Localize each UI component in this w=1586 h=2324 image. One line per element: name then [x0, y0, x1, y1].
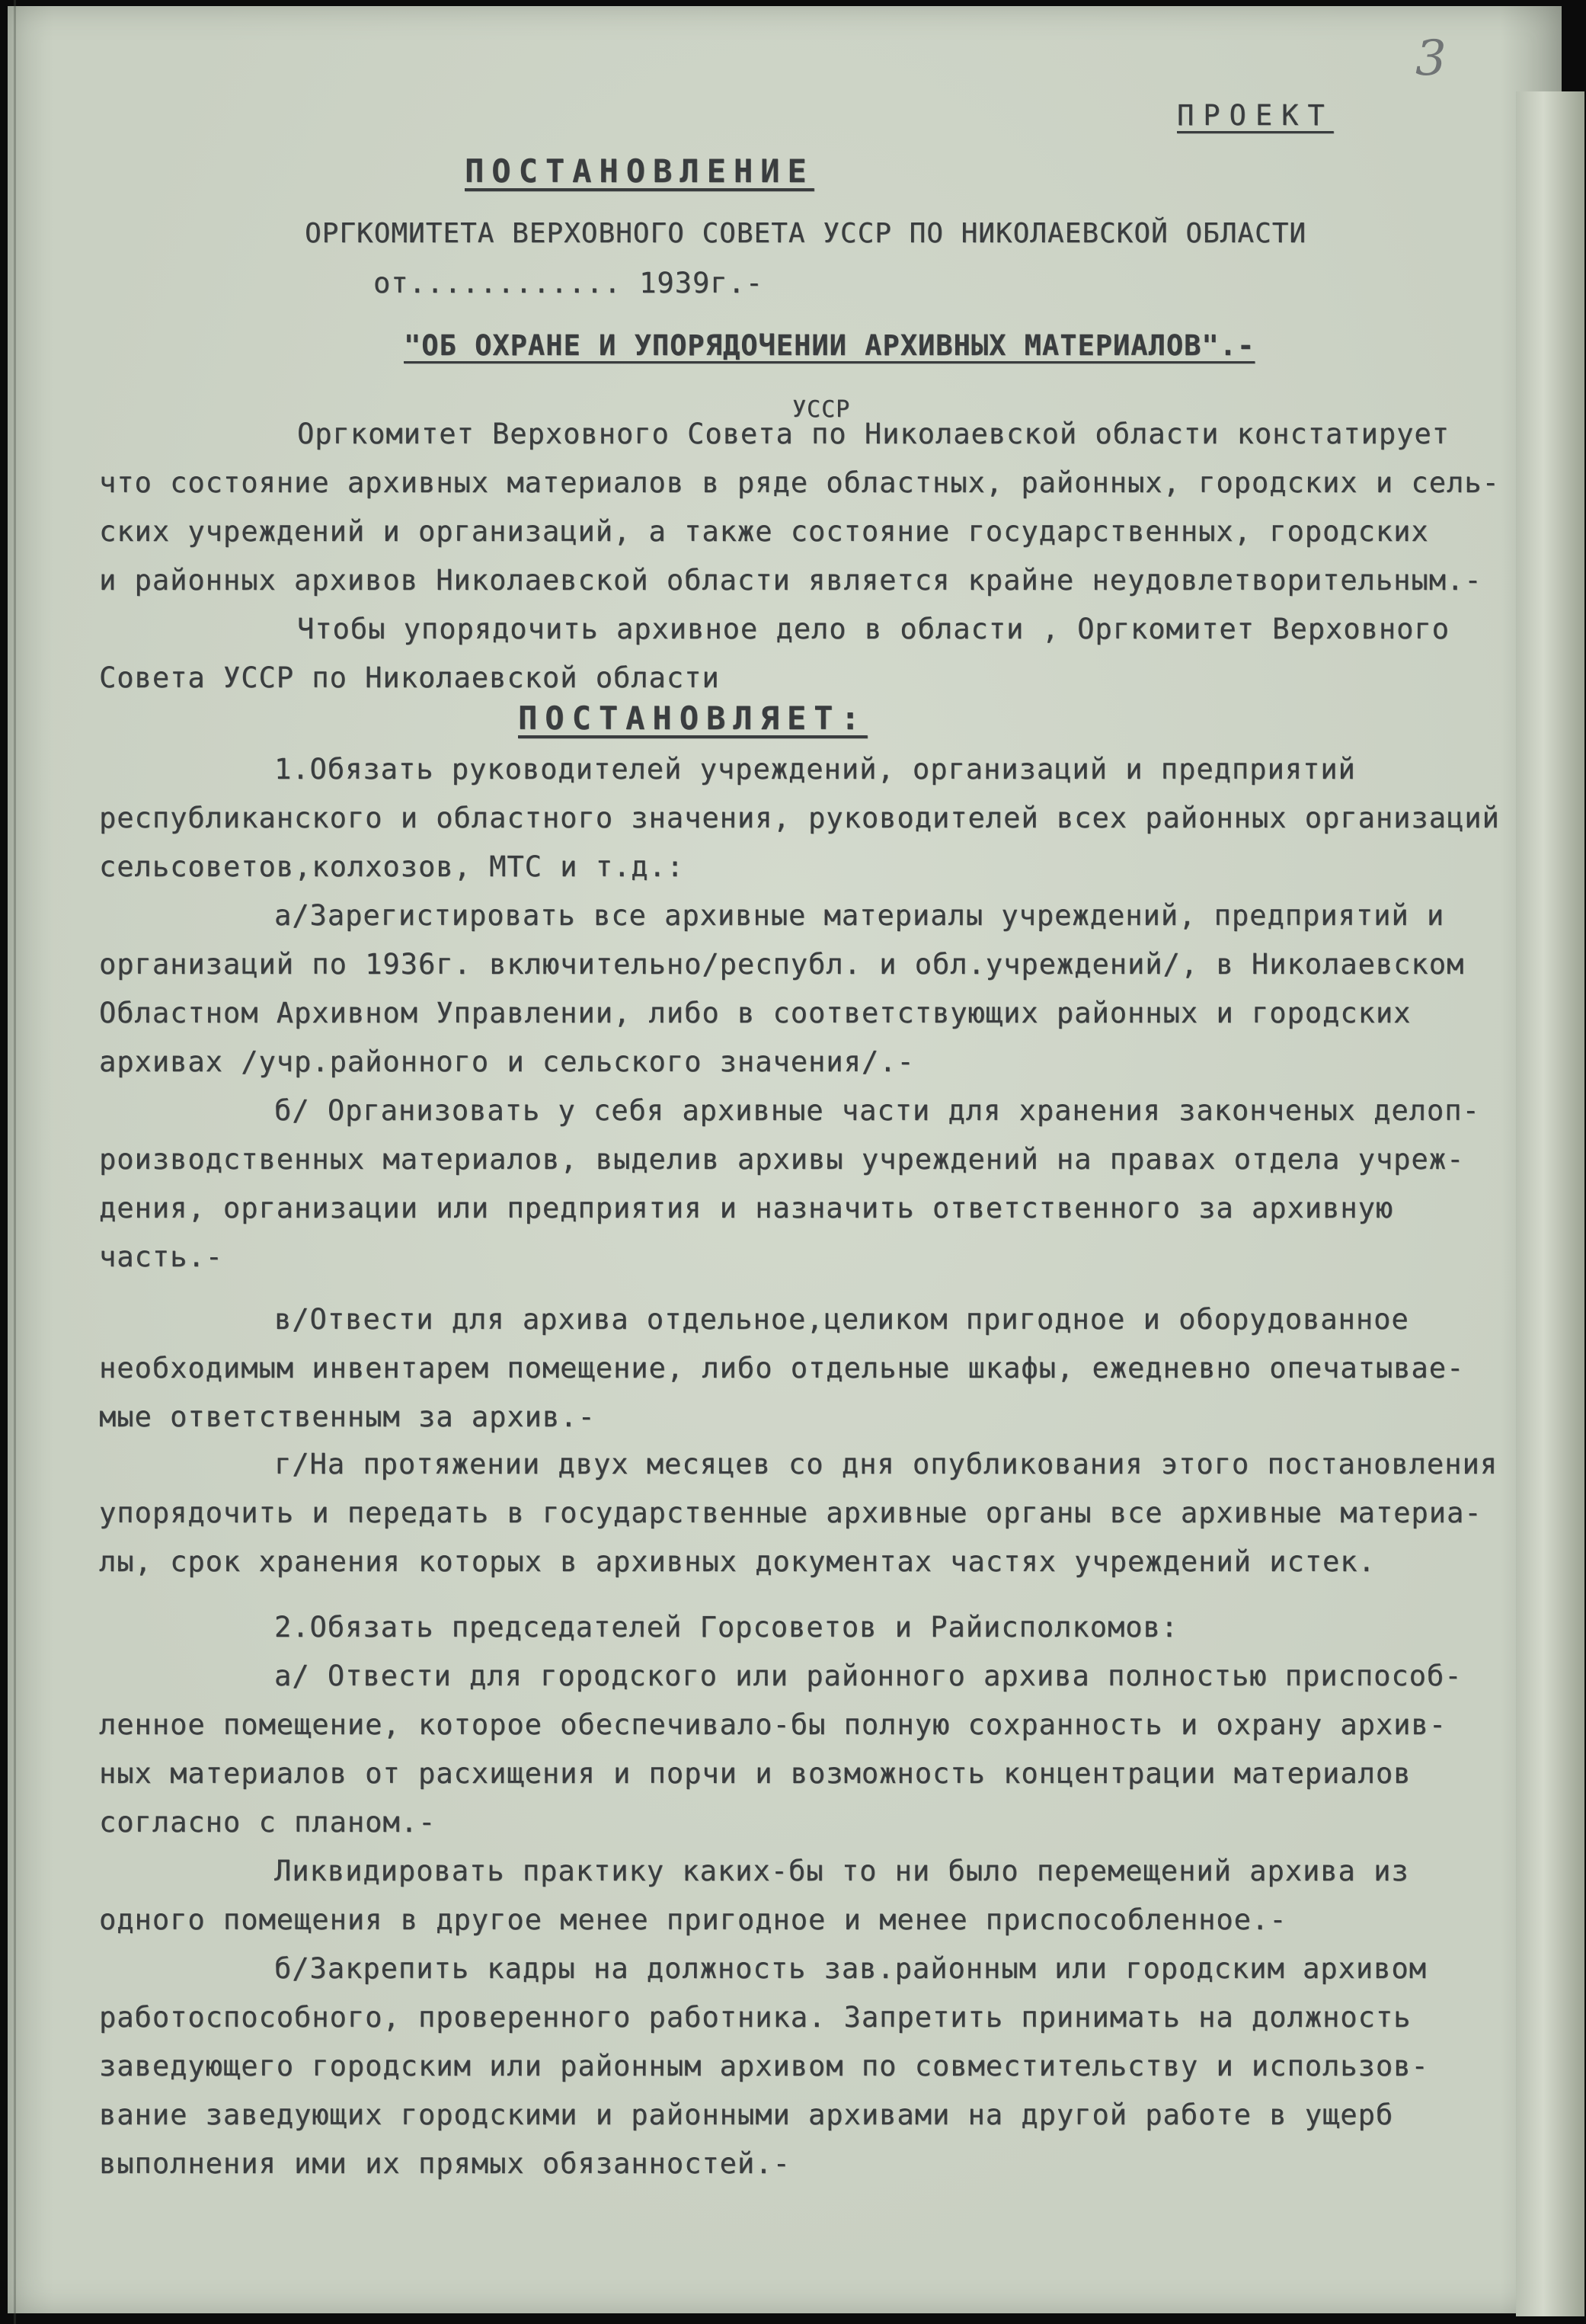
item-line: республиканского и областного значения, руководителей всех районных организаций [99, 802, 1500, 834]
item-line: б/Закрепить кадры на должность зав.районным или городским архивом [274, 1952, 1427, 1985]
item-line: лы, срок хранения которых в архивных документах частях учреждений истек. [99, 1545, 1376, 1578]
item-line: а/ Отвести для городского или районного архива полностью приспособ- [274, 1660, 1463, 1692]
body-line: и районных архивов Николаевской области является крайне неудовлетворительным.- [99, 564, 1482, 597]
document-subject: "ОБ ОХРАНЕ И УПОРЯДОЧЕНИИ АРХИВНЫХ МАТЕРИАЛОВ".- [404, 329, 1255, 362]
item-line: в/Отвести для архива отдельное,целиком пригодное и оборудованное [274, 1303, 1409, 1336]
item-line: работоспособного, проверенного работника. Запретить принимать на должность [99, 2001, 1412, 2034]
item-line: вание заведующих городскими и районными архивами на другой работе в ущерб [99, 2098, 1394, 2131]
item-line: сельсоветов,колхозов, МТС и т.д.: [99, 850, 685, 883]
item-line: а/Зарегистировать все архивные материалы учреждений, предприятий и [274, 899, 1445, 932]
item-line: Ликвидировать практику каких-бы то ни было перемещений архива из [274, 1855, 1409, 1887]
body-line: что состояние архивных материалов в ряде областных, районных, городских и сель- [99, 466, 1500, 499]
document-subheading: ОРГКОМИТЕТА ВЕРХОВНОГО СОВЕТА УССР ПО НИКОЛАЕВСКОЙ ОБЛАСТИ [305, 218, 1307, 249]
item-line: Областном Архивном Управлении, либо в соответствующих районных и городских [99, 997, 1412, 1029]
body-line: Оргкомитет Верховного Совета по Николаевской области констатирует [297, 418, 1450, 450]
item-line: г/На протяжении двух месяцев со дня опубликования этого постановления [274, 1448, 1498, 1481]
draft-stamp: ПРОЕКТ [1177, 99, 1334, 132]
item-line: дения, организации или предприятия и назначить ответственного за архивную [99, 1192, 1394, 1224]
item-line: 1.Обязать руководителей учреждений, организаций и предприятий [274, 753, 1356, 786]
date-line: от............ 1939г.- [373, 267, 764, 299]
item-line: ных материалов от расхищения и порчи и возможность концентрации материалов [99, 1757, 1412, 1790]
document-heading: ПОСТАНОВЛЕНИЕ [465, 152, 814, 190]
item-line: организаций по 1936г. включительно/республ. и обл.учреждений/, в Николаевском [99, 948, 1465, 981]
item-line: 2.Обязать председателей Горсоветов и Райисполкомов: [274, 1611, 1179, 1644]
item-line: упорядочить и передать в государственные архивные органы все архивные материа- [99, 1497, 1482, 1529]
item-line: б/ Организовать у себя архивные части для хранения законченых делоп- [274, 1094, 1480, 1127]
item-line: необходимым инвентарем помещение, либо отдельные шкафы, ежедневно опечатывае- [99, 1352, 1465, 1384]
item-line: заведующего городским или районным архивом по совместительству и использов- [99, 2050, 1429, 2082]
item-line: роизводственных материалов, выделив архивы учреждений на правах отдела учреж- [99, 1143, 1465, 1176]
item-line: архивах /учр.районного и сельского значения/.- [99, 1045, 915, 1078]
item-line: согласно с планом.- [99, 1806, 436, 1839]
item-line: одного помещения в другое менее пригодное и менее приспособленное.- [99, 1903, 1287, 1936]
body-line: Чтобы упорядочить архивное дело в области , Оргкомитет Верховного [297, 613, 1450, 645]
insert-above: УССР [792, 396, 851, 423]
item-line: мые ответственным за архив.- [99, 1400, 596, 1433]
resolves-heading: ПОСТАНОВЛЯЕТ: [518, 699, 868, 737]
body-line: ских учреждений и организаций, а также состояние государственных, городских [99, 515, 1429, 548]
body-line: Совета УССР по Николаевской области [99, 661, 720, 694]
item-line: часть.- [99, 1240, 223, 1273]
item-line: ленное помещение, которое обеспечивало-бы полную сохранность и охрану архив- [99, 1708, 1447, 1741]
item-line: выполнения ими их прямых обязанностей.- [99, 2147, 791, 2180]
page-number: 3 [1415, 30, 1447, 87]
